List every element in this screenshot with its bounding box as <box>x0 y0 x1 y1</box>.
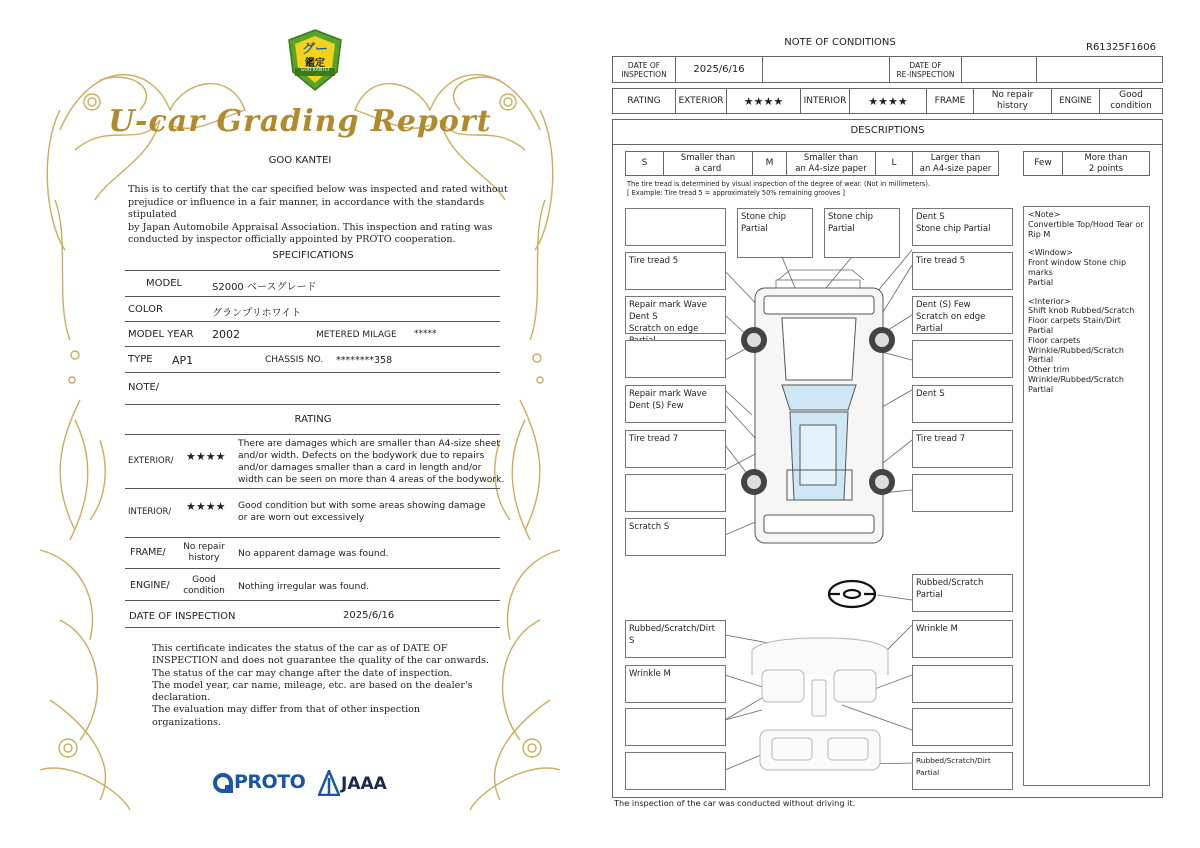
descriptions-heading: DESCRIPTIONS <box>850 125 925 136</box>
damage-box-left-4 <box>625 340 726 378</box>
damage-box-left-8: Scratch S <box>625 518 726 556</box>
disclaimer-text: This certificate indicates the status of the car as of DATE OF INSPECTION and does not guarantee the quality of the car onwards. The status of the car may change after the date of inspection. The model year, car name, mileage, etc. are based on the dealer's declaration. The evaluation may differ from that of other inspection organizations. <box>152 643 490 728</box>
note-label: NOTE/ <box>128 382 160 393</box>
exterior-stars-cell: ★★★★ <box>726 88 801 114</box>
damage-box-left-11 <box>625 708 726 746</box>
damage-box-left-5: Repair mark Wave Dent (S) Few <box>625 385 726 423</box>
date-of-inspection-label: DATE OF INSPECTION <box>129 611 236 622</box>
damage-box-right-2: Tire tread 5 <box>912 252 1013 290</box>
badge-mid-text: 鑑定 <box>305 58 325 69</box>
goo-kantei-badge <box>287 28 343 92</box>
legend-s: S <box>625 151 664 176</box>
damage-box-left-2: Tire tread 5 <box>625 252 726 290</box>
engine-value-cell: Good condition <box>1099 88 1163 114</box>
legend-m: M <box>752 151 787 176</box>
damage-box-top-2: Stone chip Partial <box>824 208 900 258</box>
engine-label: ENGINE/ <box>130 580 170 591</box>
frame-label: FRAME/ <box>130 547 166 558</box>
engine-label-cell: ENGINE <box>1051 88 1100 114</box>
damage-box-right-7 <box>912 474 1013 512</box>
damage-box-right-6: Tire tread 7 <box>912 430 1013 468</box>
engine-rating: Good condition <box>183 575 225 596</box>
tire-tread-note: The tire tread is determined by visual inspection of the degree of wear. (Not in millimeters). [ Example: Tire tread 5 = approximately 50% remaining grooves ] <box>627 180 931 197</box>
damage-box-right-9: Wrinkle M <box>912 620 1013 658</box>
rating-label-cell: RATING <box>612 88 676 114</box>
model-year-label: MODEL YEAR <box>128 329 194 340</box>
interior-stars: ★★★★ <box>186 500 226 513</box>
interior-stars-cell: ★★★★ <box>849 88 927 114</box>
legend-l: L <box>875 151 913 176</box>
exterior-label: EXTERIOR/ <box>128 456 174 466</box>
specifications-heading: SPECIFICATIONS <box>272 250 354 261</box>
damage-box-left-10: Wrinkle M <box>625 665 726 703</box>
damage-box-right-1: Dent S Stone chip Partial <box>912 208 1013 246</box>
damage-box-left-1 <box>625 208 726 246</box>
model-value: S2000 ベースグレード <box>212 282 317 293</box>
interior-label-cell: INTERIOR <box>800 88 850 114</box>
color-value: グランプリホワイト <box>212 308 302 319</box>
report-subtitle: GOO KANTEI <box>268 155 332 166</box>
damage-box-right-3: Dent (S) Few Scratch on edge Partial <box>912 296 1013 334</box>
damage-box-right-5: Dent S <box>912 385 1013 423</box>
note-of-conditions-title: NOTE OF CONDITIONS <box>784 37 896 48</box>
damage-box-left-7 <box>625 474 726 512</box>
exterior-label-cell: EXTERIOR <box>675 88 727 114</box>
mileage-label: METERED MILAGE <box>316 330 397 340</box>
damage-box-right-11 <box>912 708 1013 746</box>
engine-description: Nothing irregular was found. <box>238 581 370 592</box>
inspection-footer-note: The inspection of the car was conducted without driving it. <box>614 798 856 808</box>
damage-box-right-8: Rubbed/Scratch Partial <box>912 574 1013 612</box>
damage-box-right-4 <box>912 340 1013 378</box>
chassis-value: ********358 <box>336 355 393 366</box>
date-of-inspection-value: 2025/6/16 <box>343 610 395 621</box>
reinspection-value-cell <box>961 56 1037 83</box>
report-title: U-car Grading Report <box>108 104 492 139</box>
frame-value-cell: No repair history <box>973 88 1052 114</box>
legend-few: Few <box>1023 151 1063 176</box>
exterior-stars: ★★★★ <box>186 450 226 463</box>
rating-heading: RATING <box>294 414 332 425</box>
legend-l-desc: Larger than an A4-size paper <box>912 151 999 176</box>
damage-box-left-6: Tire tread 7 <box>625 430 726 468</box>
jaaa-logo: JAAA <box>318 770 398 798</box>
chassis-label: CHASSIS NO. <box>265 355 324 365</box>
interior-description: Good condition but with some areas showing damage or are worn out excessively <box>238 500 486 523</box>
model-label: MODEL <box>146 278 183 289</box>
type-label: TYPE <box>128 354 153 365</box>
damage-box-left-3: Repair mark Wave Dent S Scratch on edge <box>625 296 726 334</box>
damage-box-top-1: Stone chip Partial <box>737 208 813 258</box>
damage-box-left-12 <box>625 752 726 790</box>
notes-panel: <Note> Convertible Top/Hood Tear or Rip M <Window> Front window Stone chip marks Partial <Interior> Shift knob Rubbed/Scratch Floor carpets Stain/Dirt Partial Floor carpets Wrinkle/Rubbed/Scratch Partial Other trim Wrinkle/Rubbed/Scratch Partial <box>1023 206 1150 786</box>
certification-text: This is to certify that the car specified below was inspected and rated without prejudice or influence in a fair manner, in accordance with the standards stipulated by Japan Automobile Appraisal Association. This inspection and rating was conducted by inspector officially appointed by PROTO cooperation. <box>128 184 508 245</box>
color-label: COLOR <box>128 304 163 315</box>
frame-rating: No repair history <box>183 542 225 563</box>
legend-m-desc: Smaller than an A4-size paper <box>786 151 876 176</box>
interior-label: INTERIOR/ <box>128 507 172 517</box>
exterior-description: There are damages which are smaller than A4-size sheet and/or width. Defects on the bodywork due to repairs and/or damages smaller than a card in length and/or width can be seen on more than 4 areas of the bodywork. <box>238 438 505 485</box>
badge-bottom-text: GOO KANTEI <box>300 68 330 73</box>
badge-top-text: グー <box>301 42 328 57</box>
damage-box-left-9: Rubbed/Scratch/Dirt S <box>625 620 726 658</box>
damage-box-right-10 <box>912 665 1013 703</box>
legend-s-desc: Smaller than a card <box>663 151 753 176</box>
date-of-inspection-value-cell: 2025/6/16 <box>675 56 763 83</box>
type-value: AP1 <box>172 354 194 367</box>
legend-few-desc: More than 2 points <box>1062 151 1150 176</box>
reference-number: R61325F1606 <box>1086 42 1156 53</box>
date-of-inspection-label-cell: DATE OF INSPECTION <box>612 56 676 83</box>
mileage-value: ***** <box>414 329 437 339</box>
reinspection-label-cell: DATE OF RE-INSPECTION <box>889 56 962 83</box>
frame-label-cell: FRAME <box>926 88 974 114</box>
model-year-value: 2002 <box>212 328 240 341</box>
frame-description: No apparent damage was found. <box>238 548 389 559</box>
damage-box-right-12: Rubbed/Scratch/Dirt Partial <box>912 752 1013 790</box>
date-empty-cell <box>762 56 890 83</box>
proto-logo: PROTO <box>212 770 312 796</box>
